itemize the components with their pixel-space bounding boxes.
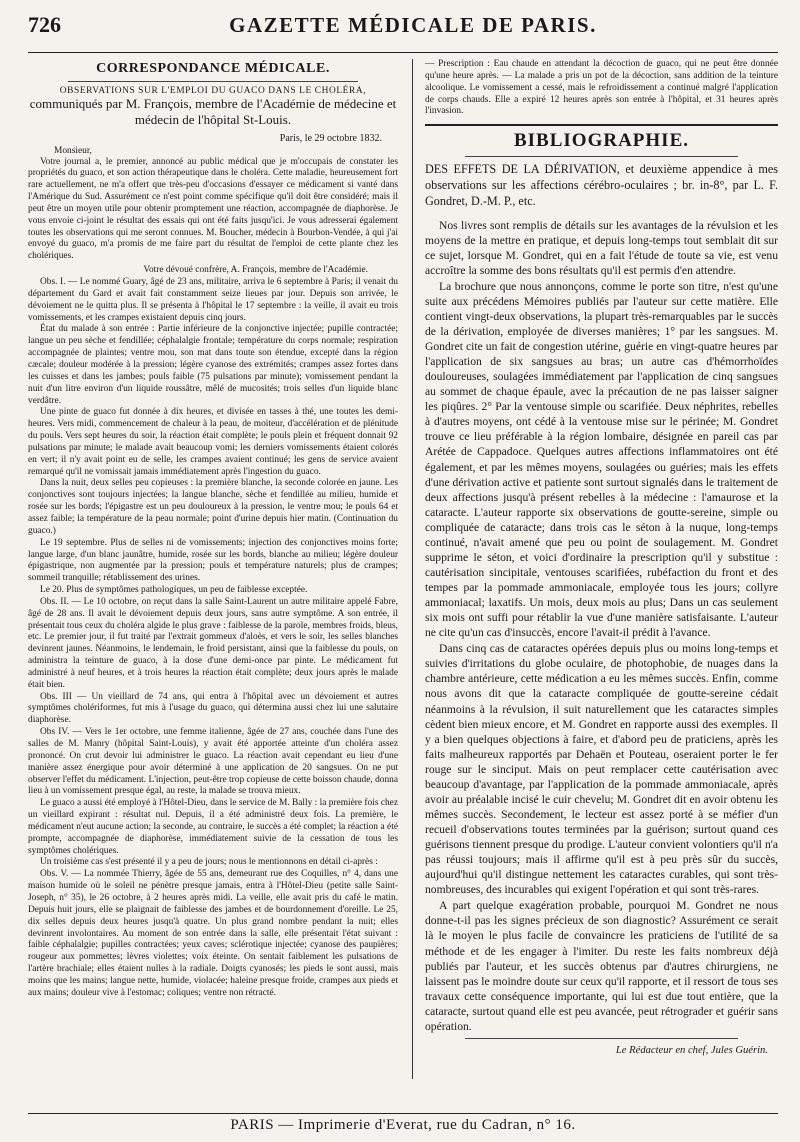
right-column	[419, 59, 778, 1079]
printer-imprint: PARIS — Imprimerie d'Everat, rue du Cadran, n° 16.	[28, 1113, 778, 1134]
article-author-line: communiqués par M. François, membre de l'Académie de médecine et médecin de l'hôpital St-Louis.	[29, 96, 397, 128]
observation-paragraph: État du malade à son entrée : Partie inférieure de la conjonctive injectée; pupille contractée; langue un peu sèche et fendillée; céphalalgie frontale; température du corps normale; respiration accompagnée de plaintes; ventre mou, son mat dans toute son étendue, excepté dans la région cæcale; douleur modérée à la pression; légère cyanose des extrémités; crampes assez fortes dans les cuisses et dans les jambes; pouls faible (75 pulsations par minute); vomissement pendant la nuit d'un litre environ d'un liquide roussâtre, mêlé de mucosités; trois selles d'un liquide blanc verdâtre.	[28, 324, 398, 406]
salutation: Monsieur,	[54, 145, 92, 156]
observation-paragraph: Un troisième cas s'est présenté il y a peu de jours; nous le mentionnons en détail ci-après :	[40, 857, 378, 868]
observation-paragraph: Obs. I. — Le nommé Guary, âgé de 23 ans, militaire, arriva le 6 septembre à Paris; il venait du département du Gard et avait fait constamment seize lieues par jour. Depuis son arrivée, le dévoiement ne le quitta plus. Il se présenta à l'hôpital le 17 septembre : la veille, il avait eu trois vomissements, et les crampes existaient depuis cinq jours.	[28, 277, 398, 323]
left-column	[28, 59, 406, 1079]
page-header	[28, 12, 778, 53]
column-rule	[412, 59, 413, 1079]
columns	[28, 59, 778, 1079]
review-paragraph: Nos livres sont remplis de détails sur les avantages de la révulsion et les moyens de la mettre en pratique, et depuis long-temps tout semblait dit sur ce sujet, lorsque M. Gondret, qui en a fait l'étude de toute sa vie, est venu accroître la somme des bons résultats qu'il est permis d'en attendre.	[425, 218, 778, 277]
editor-signature: Le Rédacteur en chef, Jules Guérin.	[615, 1044, 768, 1056]
divider	[465, 156, 738, 157]
observation-paragraph: Le guaco a aussi été employé à l'Hôtel-Dieu, dans le service de M. Bally : la première fois chez un vieillard expirant : résultat nul. Depuis, il a été administré deux fois. La première, le médicament n'eut aucune action; la seconde, au contraire, le succès a été complet; la réaction a été prompte, accompagnée de diaphorèse, immédiatement suivie de la cessation de tous les symptômes cholériques.	[28, 798, 398, 856]
section-divider	[425, 124, 778, 126]
dateline: Paris, le 29 octobre 1832.	[279, 132, 382, 144]
bibliography-subtitle: DES EFFETS DE LA DÉRIVATION, et deuxième appendice à mes observations sur les affections cérébro-oculaires ; br. in-8°, par L. F. Gondret, D.-M. P., etc.	[425, 162, 778, 209]
observation-paragraph: Le 20. Plus de symptômes pathologiques, un peu de faiblesse exceptée.	[40, 585, 308, 596]
review-paragraph: Dans cinq cas de cataractes opérées depuis plus ou moins long-temps et suivies d'irritations du globe oculaire, de photophobie, de nuages dans la chambre antérieure, cette médication a eu les mêmes succès. Enfin, comme nous avons dit que la cataracte compliquée de goutte-sereine cédait néanmoins à la révulsion, il suit naturellement que les cataractes simples cèdent bien mieux encore, et M. Gondret en rapporte aussi des exemples. Il y a bien quelques objections à faire, et d'abord peu de praticiens, après les faits malheureux rapportés par Dehaën et Pouteau, oseraient porter le fer rouge sur le sinciput. Mais on peut remplacer cette cautérisation avec beaucoup d'avantage, par l'application de la pommade ammoniacale, après avoir au préalable incisé le cuir chevelu; M. Gondret dit en avoir obtenu les mêmes succès. Secondement, le lecteur est assez porté à se méfier d'un recueil d'observations toutes terminées par la guérison; surtout quand ces guérisons tiennent presque du prodige. L'auteur convient volontiers qu'il n'a pas réussi toujours; mais il affirme qu'il est à peu près sûr du succès, aujourd'hui qu'il distingue nettement les cataractes curables, qui sont très-nombreuses, des incurables qui exigent l'opération et qui sont très-rares.	[425, 642, 778, 897]
observation-paragraph: Obs. V. — La nommée Thierry, âgée de 55 ans, demeurant rue des Coquilles, n° 4, dans une maison humide où le soleil ne pénètre presque jamais, entra à l'Hôtel-Dieu (petite salle Saint-Joseph, n° 35), le 26 octobre, à 2 heures après midi. La veille, elle avait pris du café le matin. Depuis huit jours, elle se plaignait de faiblesse des jambes et de bourdonnement d'oreille. Le 25, dix selles depuis deux heures jusqu'à quatre. Un plus grand nombre pendant la nuit; elles devinrent involontaires. Au moment de son entrée dans la salle, elle présentait l'état suivant : faible céphalalgie; pupilles contractées; yeux caves; sclérotique injectée; cyanose des paupières; rougeur aux pommettes; lèvres violettes; voix éteinte. On sentait faiblement les pulsations de l'artère brachiale; elles étaient nulles à la radiale. Doigts cyanosés; les pieds le sont aussi, mais moins que les mains; langue nette, humide, violacée; haleine presque froide, crampes aux pieds et aux mains; douleur vive à l'estomac; coliques; ventre non rétracté.	[28, 869, 398, 998]
observation-paragraph: Obs. II. — Le 10 octobre, on reçut dans la salle Saint-Laurent un autre militaire appelé Fabre, âgé de 28 ans. Il avait le dévoiement depuis deux jours, sans autre symptôme. A son entrée, il présentait tous ceux du choléra algide le plus grave : faiblesse de la parole, membres froids, bleus, etc. Le premier jour, il fut traité par l'extrait gommeux d'aloès, et vers le soir, les selles blanches devinrent jaunes. Néanmoins, le lendemain, le froid persistant, ainsi que la faiblesse du pouls, on administra la teinture de guaco, à la dose d'une demi-once par pinte. Le médicament fut administré à neuf heures, et à trois heures la réaction était complète; deux jours après le malade était bien.	[28, 596, 398, 690]
correspondence-title: CORRESPONDANCE MÉDICALE.	[96, 61, 330, 76]
letter-paragraph: Votre journal a, le premier, annoncé au public médical que je m'occupais de constater les propriétés du guaco, et son action thérapeutique dans le choléra. Cette maladie, heureusement fort rare actuellement, ne m'a offert que très-peu d'occasions d'essayer ce médicament si vanté dans l'Amérique du Sud. Assurément ce n'est point comme spécifique qu'il doit être considéré; mais il peut être un moyen utile pour obtenir promptement une réaction, accompagnée de diaphorèse. Je vous envoie ci-joint le résultat des essais qui ont été faits jusqu'ici. Je vous adresserai également toutes les observations qui me seront connues. M. Boucher, médecin à Bourbon-Vendée, à qui j'ai envoyé du guaco, m'a promis de me faire part du résultat de l'emploi de cette plante chez les cholériques.	[28, 156, 398, 262]
observation-paragraph: Dans la nuit, deux selles peu copieuses : la première blanche, la seconde colorée en jaune. Les conjonctives sont toujours injectées; la langue blanche, sèche et fendillée au milieu, humide et rosée sur les bords; l'épigastre est un peu douloureux à la pression, le ventre mou; le pouls 64 et assez faible; la température de la peau normale; point d'urine depuis hier matin. (Continuation du guaco.)	[28, 478, 398, 536]
journal-title: GAZETTE MÉDICALE DE PARIS.	[229, 13, 597, 37]
observation-paragraph: Obs IV. — Vers le 1er octobre, une femme italienne, âgée de 27 ans, couchée dans l'une des salles de M. Manry (hôpital Saint-Louis), y avait été apportée atteinte d'un choléra assez prononcé. On crut devoir lui administrer le guaco. La réaction avait cependant eu lieu d'une manière assez énergique pour avoir déterminé à une application de 20 sangsues. On ne put observer l'effet du médicament. L'injection, peut-être trop copieuse de cette boisson chaude, donna lieu à un vomissement presque égal, au reste, la malade se trouva mieux.	[28, 727, 398, 797]
review-paragraph: A part quelque exagération probable, pourquoi M. Gondret ne nous donne-t-il pas les signes précieux de son diagnostic? Assurément ce serait là le moyen le plus facile de convaincre les praticiens de l'utilité de sa méthode et de les engager à l'imiter. Du reste les faits nombreux déjà publiés par l'auteur, et les succès obtenus par d'autres chirurgiens, ne laissent pas le moindre doute sur ceux qu'il rapporte, et il ressort de tous ses travaux cette conséquence importante, qui lui est due tout entière, que la cataracte, surtout quand elle est peu avancée, peut rétrograder et guérir sans opération.	[425, 899, 778, 1033]
observation-paragraph: Une pinte de guaco fut donnée à dix heures, et divisée en tasses à thé, une toutes les demi-heures. Vers midi, commencement de chaleur à la peau, de moiteur, d'accélération et de plénitude du pouls. Vers sept heures du soir, la réaction était complète; le pouls plein et fréquent donnait 92 pulsations par minute; le malade avait beaucoup vomi; les derniers vomissements étaient colorés en vert; il n'y avait point eu de selle, les crampes avaient continué; les gens de service avaient remarqué qu'il ne vomissait jamais immédiatement après l'ingestion du guaco.	[28, 407, 398, 477]
review-paragraph: La brochure que nous annonçons, comme le porte son titre, n'est qu'une suite aux précédens Mémoires publiés par l'auteur sur cette matière. Elle contient vingt-deux observations, la plupart très-remarquables par le succès de la dérivation, employée de diverses manières; 1° par les sangsues. M. Gondret cite un fait de congestion utérine, guérie en vingt-quatre heures par l'application de six sangsues au bras; un autre cas d'hémorrhoïdes douloureuses, soulagées immédiatement par l'application de cinq sangsues au sommet de chaque épaule, avec la précaution de ne pas laisser saigner les piqûres. 2° Par la ventouse simple ou scarifiée. Deux néphrites, rebelles à d'autres moyens, ont cédé à la ventouse mise sur le périnée; M. Gondret trouve ce lieu préférable à la région lombaire, désignée en pareil cas par Arétée de Cappadoce. Quelques autres affections inflammatoires ont été également, et par les mêmes moyens, soulagées ou guéries; mais les effets d'une dérivation active et patiente sont surtout signalés dans le traitement de deux affections jusqu'à présent rebelles à la médecine : l'amaurose et la cataracte. L'auteur rapporte six observations de goutte-sereine, simple ou compliquée de cataracte; dans trois cas le séton à la nuque, long-temps continué, n'avait amené que peu ou point de soulagement. M. Gondret supprime le séton, et voici d'ordinaire la prescription qu'il y substitue : cautérisation sincipitale, ventouses scarifiées, rubéfaction du front et des tempes par la pommade ammoniacale, employée tous les jours; collyre ammoniacal; laxatifs. Un mois, deux mois au plus; Dans un cas seulement six mois ont suffi pour rétablir la vue d'une manière satisfaisante. L'auteur ne cite qu'un cas d'insuccès, encore l'avait-il prédit à l'avance.	[425, 279, 778, 640]
signature: Votre dévoué confrère, A. François, membre de l'Académie.	[143, 265, 368, 276]
observation-paragraph: Le 19 septembre. Plus de selles ni de vomissements; injection des conjonctives moins forte; langue large, d'un blanc jaunâtre, humide, rosée sur les bords, blanche au milieu; légère douleur épigastrique, non augmentée par la pression; pouls et température naturels; plus de crampes; sommeil tranquille; rétablissement des urines.	[28, 537, 398, 584]
continuation-paragraph: — Prescription : Eau chaude en attendant la décoction de guaco, qui ne peut être donnée qu'une heure après. — La malade a pris un pot de la décoction, sans addition de la teinture alcoolique. Le vomissement a cessé, mais le refroidissement a continué malgré l'application de corps chauds. Elle a expiré 12 heures après son entrée à l'hôpital, et 31 heures après l'invasion.	[425, 59, 778, 117]
page-number: 726	[28, 12, 61, 37]
divider	[68, 81, 358, 82]
divider	[465, 1038, 738, 1039]
article-subtitle: OBSERVATIONS SUR L'EMPLOI DU GUACO DANS LE CHOLÉRA,	[59, 86, 367, 96]
bibliography-title: BIBLIOGRAPHIE.	[513, 130, 689, 152]
observation-paragraph: Obs. III — Un vieillard de 74 ans, qui entra à l'hôpital avec un dévoiement et autres symptômes cholériformes, fut mis à l'usage du guaco, qui détermina aussi chez lui une salutaire diaphorèse.	[28, 691, 398, 726]
